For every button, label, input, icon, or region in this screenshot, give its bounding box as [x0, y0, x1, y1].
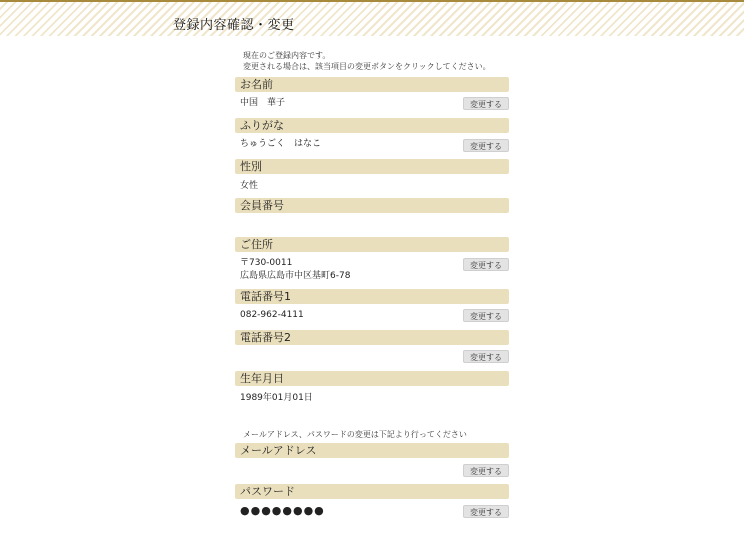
address-line: 広島県広島市中区基町6-78: [240, 271, 351, 281]
gender-value: 女性: [240, 181, 259, 191]
address-row: [235, 257, 509, 283]
furigana-value: ちゅうごく はなこ: [240, 139, 322, 149]
password-row: [235, 504, 509, 517]
section-member-number-header: 会員番号: [235, 198, 509, 213]
section-gender-header: 性別: [235, 159, 509, 174]
section-phone1-header: 電話番号1: [235, 289, 509, 304]
change-email-button[interactable]: 変更する: [463, 464, 509, 477]
change-phone1-button[interactable]: 変更する: [463, 309, 509, 322]
gender-row: [235, 180, 509, 193]
phone1-value: 082-962-4111: [240, 310, 304, 320]
email-row: [235, 463, 509, 477]
phone2-row: [235, 350, 509, 364]
section-phone2-header: 電話番号2: [235, 330, 509, 345]
birthday-row: [235, 392, 509, 405]
section-address-header: ご住所: [235, 237, 509, 252]
change-password-button[interactable]: 変更する: [463, 505, 509, 518]
section-password-header: パスワード: [235, 484, 509, 499]
page-header-bar: [0, 0, 744, 36]
change-name-button[interactable]: 変更する: [463, 97, 509, 110]
change-address-button[interactable]: 変更する: [463, 258, 509, 271]
name-row: [235, 97, 509, 110]
birthday-value: 1989年01月01日: [240, 393, 313, 403]
postal-code: 〒730-0011: [240, 258, 293, 268]
section-birthday-header: 生年月日: [235, 371, 509, 386]
page-title: 登録内容確認・変更: [173, 18, 295, 33]
section-furigana-header: ふりがな: [235, 118, 509, 133]
change-phone2-button[interactable]: 変更する: [463, 350, 509, 363]
password-masked-value: ●●●●●●●●: [240, 504, 325, 517]
phone1-row: [235, 309, 509, 322]
section-email-header: メールアドレス: [235, 443, 509, 458]
furigana-row: [235, 138, 509, 151]
change-furigana-button[interactable]: 変更する: [463, 139, 509, 152]
intro-text: 現在のご登録内容です。 変更される場合は、該当項目の変更ボタンをクリックしてください。: [243, 51, 491, 71]
section-name-header: お名前: [235, 77, 509, 92]
email-password-note: メールアドレス、パスワードの変更は下記より行ってください: [243, 430, 467, 439]
name-value: 中国 華子: [240, 98, 286, 108]
